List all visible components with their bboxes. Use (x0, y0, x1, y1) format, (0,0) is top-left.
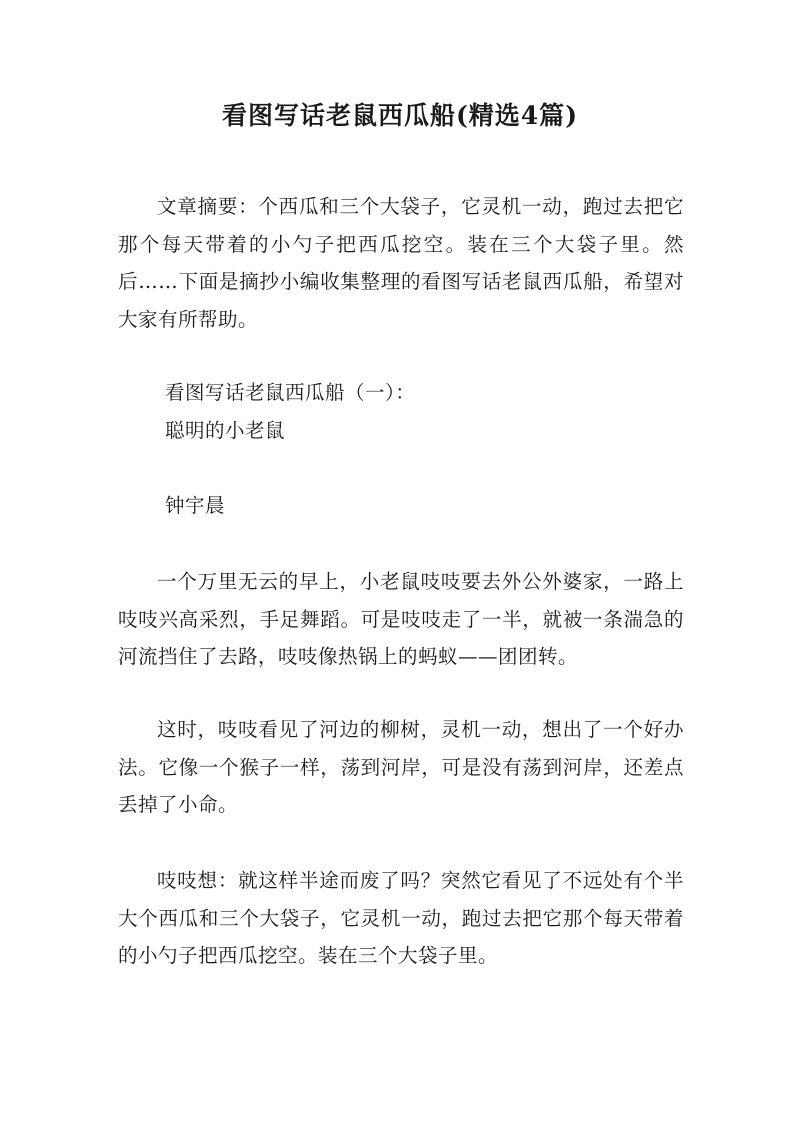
story-paragraph-3: 吱吱想：就这样半途而废了吗？突然它看见了不远处有个半大个西瓜和三个大袋子，它灵机一动，跑过去把它那个每天带着的小勺子把西瓜挖空。装在三个大袋子里。 (118, 869, 684, 967)
section-heading: 看图写话老鼠西瓜船（一）： (165, 381, 416, 404)
story-paragraph-2: 这时，吱吱看见了河边的柳树，灵机一动，想出了一个好办法。它像一个猴子一样，荡到河岸，可是没有荡到河岸，还差点丢掉了小命。 (118, 718, 684, 816)
story-paragraph-1: 一个万里无云的早上，小老鼠吱吱要去外公外婆家，一路上吱吱兴高采烈，手足舞蹈。可是吱吱走了一半，就被一条湍急的河流挡住了去路，吱吱像热锅上的蚂蚁——团团转。 (118, 570, 684, 668)
abstract-paragraph: 文章摘要：个西瓜和三个大袋子，它灵机一动，跑过去把它那个每天带着的小勺子把西瓜挖空。装在三个大袋子里。然后……下面是摘抄小编收集整理的看图写话老鼠西瓜船，希望对大家有所帮助。 (118, 195, 684, 331)
document-title: 看图写话老鼠西瓜船(精选4篇) (221, 101, 579, 130)
story-title: 聪明的小老鼠 (165, 419, 286, 442)
author-name: 钟宇晨 (165, 494, 226, 517)
